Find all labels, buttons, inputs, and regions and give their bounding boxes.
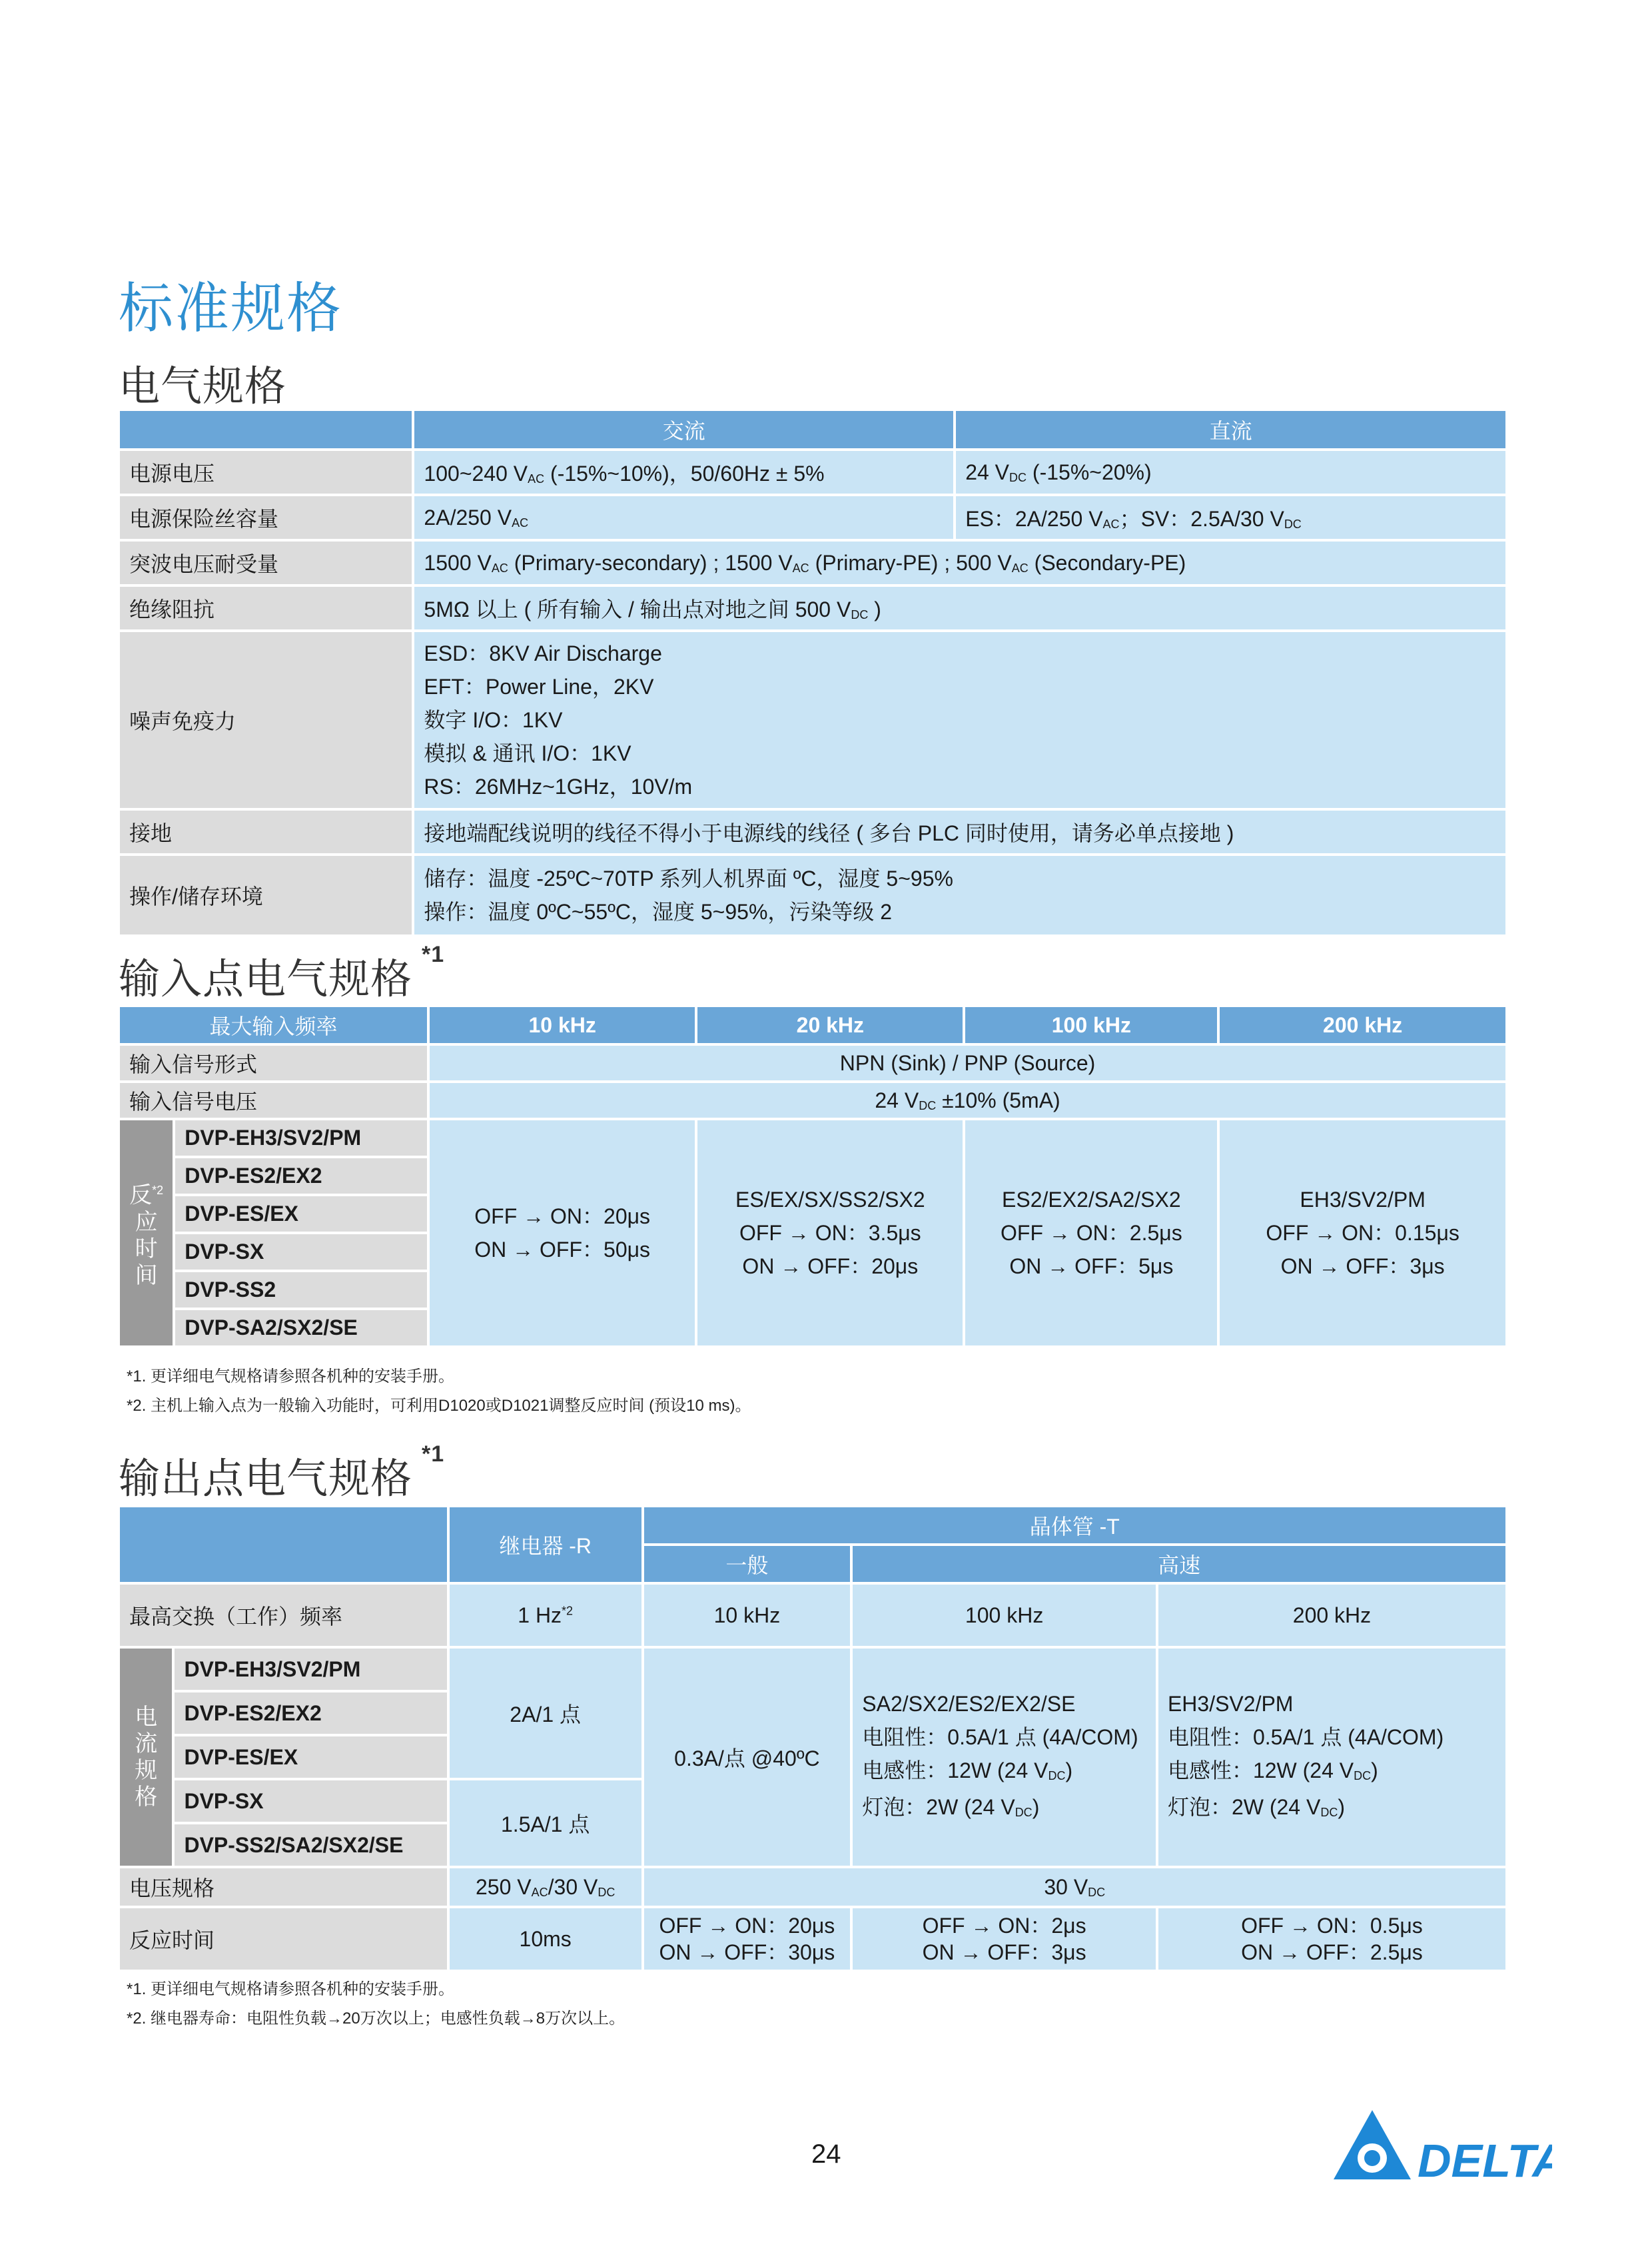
current-line: 电感性：12W (24 $V_{DC}$) bbox=[1167, 1758, 1378, 1782]
response-line: ON → OFF：30μs bbox=[659, 1940, 835, 1964]
cell-value: 接地端配线说明的线径不得小于电源线的线径 ( 多台 PLC 同时使用，请务必单点接地 ) bbox=[414, 811, 1505, 853]
response-line: OFF → ON：2μs bbox=[922, 1914, 1086, 1938]
freq-10k: 10 kHz bbox=[430, 1007, 695, 1043]
cell-value: 24 $V_{DC} \pm 10\%$ (5mA) bbox=[430, 1083, 1505, 1118]
cell-value bbox=[450, 1585, 641, 1646]
response-line: ON → OFF：50μs bbox=[474, 1238, 651, 1262]
relay-freq-note: *2 bbox=[562, 1603, 574, 1617]
cell-value: 200 kHz bbox=[1158, 1585, 1505, 1646]
freq-200k: 200 kHz bbox=[1220, 1007, 1505, 1043]
vertical-label bbox=[120, 1704, 172, 1810]
hs2-current bbox=[1158, 1649, 1505, 1866]
general-header: 一般 bbox=[644, 1546, 851, 1582]
row-label: 接地 bbox=[120, 811, 412, 853]
input-table bbox=[117, 1004, 1508, 1348]
current-line: 灯泡：2W (24 $V_{DC}$) bbox=[1167, 1795, 1345, 1819]
row-label: 反应时间 bbox=[120, 1908, 447, 1970]
cell-value: ES：2A/250 $V_{AC}$；SV：2.5A/30 $V_{DC}$ bbox=[956, 496, 1505, 539]
model-name: DVP-ES2/EX2 bbox=[175, 1692, 446, 1734]
response-col bbox=[965, 1120, 1217, 1345]
noise-values bbox=[414, 632, 1505, 808]
cell-value: 0.3A/点 @40ºC bbox=[644, 1649, 851, 1866]
model-name: DVP-ES/EX bbox=[175, 1736, 446, 1778]
page-number: 24 bbox=[811, 2139, 841, 2169]
response-col bbox=[1220, 1120, 1505, 1345]
logo-text: DELTA bbox=[1418, 2135, 1552, 2185]
row-label: 噪声免疫力 bbox=[120, 632, 412, 808]
vertical-label-char: 间 bbox=[135, 1262, 158, 1288]
model-name: DVP-SS2/SA2/SX2/SE bbox=[175, 1824, 446, 1866]
model-name: DVP-ES2/EX2 bbox=[175, 1158, 427, 1194]
output-note-1: *1. 更详细电气规格请参照各机种的安装手册。 bbox=[127, 1980, 455, 1998]
cell-value: 100 kHz bbox=[853, 1585, 1156, 1646]
response-line: ES/EX/SX/SS2/SX2 bbox=[735, 1188, 925, 1212]
vertical-label-char: 格 bbox=[135, 1784, 158, 1810]
noise-line: EFT：Power Line，2KV bbox=[424, 675, 654, 699]
model-name: DVP-SA2/SX2/SE bbox=[175, 1310, 427, 1345]
noise-line: RS：26MHz~1GHz，10V/m bbox=[424, 775, 693, 799]
cell-value: NPN (Sink) / PNP (Source) bbox=[430, 1046, 1505, 1080]
response-line: OFF → ON：0.5μs bbox=[1241, 1914, 1423, 1938]
electrical-table bbox=[117, 408, 1508, 937]
response-line: ON → OFF：2.5μs bbox=[1241, 1940, 1423, 1964]
response-line: ON → OFF：3μs bbox=[1280, 1254, 1445, 1278]
vertical-label-char: 反$^{*2}$ bbox=[129, 1182, 164, 1208]
output-title-text: 输出点电气规格 bbox=[119, 1456, 413, 1502]
vertical-label-char: 时 bbox=[135, 1236, 158, 1262]
delta-logo-icon bbox=[1332, 2105, 1552, 2185]
header-ac: 交流 bbox=[414, 411, 953, 448]
response-col bbox=[697, 1120, 963, 1345]
model-name: DVP-EH3/SV2/PM bbox=[175, 1120, 427, 1156]
page-title: 标准规格 bbox=[119, 278, 343, 339]
response-line: ON → OFF：5μs bbox=[1009, 1254, 1174, 1278]
current-line: 电阻性：0.5A/1 点 (4A/COM) bbox=[1167, 1725, 1444, 1749]
row-label: 输入信号电压 bbox=[120, 1083, 427, 1118]
vertical-label-char: 流 bbox=[135, 1731, 158, 1756]
cell-value: 1.5A/1 点 bbox=[450, 1780, 641, 1866]
response-line: OFF → ON：20μs bbox=[474, 1204, 651, 1228]
output-table bbox=[117, 1505, 1508, 1972]
vertical-label bbox=[120, 1177, 173, 1288]
response-time-label bbox=[120, 1120, 173, 1345]
cell-value: 250 $V_{AC}/30$ $V_{DC}$ bbox=[450, 1868, 641, 1906]
hs1-current bbox=[853, 1649, 1156, 1866]
input-title-text: 输入点电气规格 bbox=[119, 956, 413, 1002]
header-blank bbox=[120, 1507, 447, 1582]
cell-value: 10 kHz bbox=[644, 1585, 851, 1646]
model-name: DVP-SS2 bbox=[175, 1272, 427, 1308]
input-title bbox=[119, 942, 445, 1005]
vertical-label-char: 规 bbox=[135, 1758, 158, 1783]
model-name: DVP-ES/EX bbox=[175, 1196, 427, 1232]
cell-value: 100~240 $V_{AC}$ (-15%~10%)，50/60Hz ± 5% bbox=[414, 451, 953, 494]
row-label: 电压规格 bbox=[120, 1868, 447, 1906]
cell-value: 2A/1 点 bbox=[450, 1649, 641, 1778]
response-general bbox=[644, 1908, 851, 1970]
response-line: OFF → ON：3.5μs bbox=[739, 1221, 921, 1245]
response-hs2 bbox=[1158, 1908, 1505, 1970]
vertical-label-char: 电 bbox=[135, 1704, 158, 1730]
model-name: DVP-EH3/SV2/PM bbox=[175, 1649, 446, 1690]
cell-value: 5MΩ 以上 ( 所有输入 / 输出点对地之间 500 $V_{DC}$ ) bbox=[414, 587, 1505, 629]
row-label: 输入信号形式 bbox=[120, 1046, 427, 1080]
input-title-note: *1 bbox=[422, 942, 445, 967]
output-note-2: *2. 继电器寿命：电阻性负载→20万次以上；电感性负载→8万次以上。 bbox=[127, 2010, 625, 2028]
freq-20k: 20 kHz bbox=[697, 1007, 963, 1043]
current-line: SA2/SX2/ES2/EX2/SE bbox=[862, 1692, 1076, 1716]
noise-line: 数字 I/O：1KV bbox=[424, 708, 563, 732]
current-line: 电感性：12W (24 $V_{DC}$) bbox=[862, 1758, 1073, 1782]
row-label: 操作/储存环境 bbox=[120, 856, 412, 934]
relay-header bbox=[450, 1507, 641, 1582]
row-label: 绝缘阻抗 bbox=[120, 587, 412, 629]
current-line: EH3/SV2/PM bbox=[1167, 1692, 1294, 1716]
delta-logo bbox=[1332, 2105, 1552, 2185]
model-name: DVP-SX bbox=[175, 1234, 427, 1270]
cell-value: 30 $V_{DC}$ bbox=[644, 1868, 1506, 1906]
cell-value: 10ms bbox=[450, 1908, 641, 1970]
vertical-label-note: *2 bbox=[152, 1184, 164, 1198]
row-label: 突波电压耐受量 bbox=[120, 542, 412, 584]
current-line: 灯泡：2W (24 $V_{DC}$) bbox=[862, 1795, 1040, 1819]
freq-header-label: 最大输入频率 bbox=[120, 1007, 427, 1043]
relay-freq: 1 Hz bbox=[518, 1603, 562, 1627]
response-line: ON → OFF：3μs bbox=[922, 1940, 1086, 1964]
response-line: OFF → ON：0.15μs bbox=[1266, 1221, 1459, 1245]
cell-value: 1500 $V_{AC}$ (Primary-secondary) ; 1500 $V_{AC}$ (Primary-PE) ; 500 $V_{AC}$ (Secondary-PE) bbox=[414, 542, 1505, 584]
cell-value: 24 $V_{DC}$ (-15%~20%) bbox=[956, 451, 1505, 494]
input-note-2: *2. 主机上输入点为一般输入功能时，可利用D1020或D1021调整反应时间 (预设10 ms)。 bbox=[127, 1397, 751, 1415]
relay-header-text: 继电器 -R bbox=[499, 1534, 592, 1558]
output-title bbox=[119, 1441, 445, 1505]
env-values bbox=[414, 856, 1505, 934]
header-blank bbox=[120, 411, 412, 448]
noise-line: ESD：8KV Air Discharge bbox=[424, 641, 662, 665]
electrical-title: 电气规格 bbox=[119, 364, 287, 410]
highspeed-header: 高速 bbox=[853, 1546, 1505, 1582]
cell-value: 2A/250 $V_{AC}$ bbox=[414, 496, 953, 539]
row-label: 最高交换（工作）频率 bbox=[120, 1585, 447, 1646]
header-dc: 直流 bbox=[956, 411, 1505, 448]
row-label: 电源保险丝容量 bbox=[120, 496, 412, 539]
response-line: EH3/SV2/PM bbox=[1300, 1188, 1426, 1212]
input-note-1: *1. 更详细电气规格请参照各机种的安装手册。 bbox=[127, 1367, 455, 1385]
row-label: 电源电压 bbox=[120, 451, 412, 494]
current-spec-label bbox=[120, 1649, 172, 1866]
response-line: ON → OFF：20μs bbox=[742, 1254, 919, 1278]
vertical-label-char: 应 bbox=[135, 1209, 158, 1235]
transistor-header: 晶体管 -T bbox=[644, 1507, 1506, 1543]
model-name: DVP-SX bbox=[175, 1780, 446, 1822]
response-line: ES2/EX2/SA2/SX2 bbox=[1002, 1188, 1181, 1212]
output-title-note: *1 bbox=[422, 1441, 445, 1467]
freq-100k: 100 kHz bbox=[965, 1007, 1217, 1043]
response-hs1 bbox=[853, 1908, 1156, 1970]
response-line: OFF → ON：2.5μs bbox=[1001, 1221, 1182, 1245]
current-line: 电阻性：0.5A/1 点 (4A/COM) bbox=[862, 1725, 1138, 1749]
env-line: 储存：温度 -25ºC~70TP 系列人机界面 ºC，湿度 5~95% bbox=[424, 867, 953, 891]
response-line: OFF → ON：20μs bbox=[659, 1914, 835, 1938]
noise-line: 模拟 & 通讯 I/O：1KV bbox=[424, 741, 631, 765]
env-line: 操作：温度 0ºC~55ºC，湿度 5~95%，污染等级 2 bbox=[424, 900, 893, 924]
response-col bbox=[430, 1120, 695, 1345]
